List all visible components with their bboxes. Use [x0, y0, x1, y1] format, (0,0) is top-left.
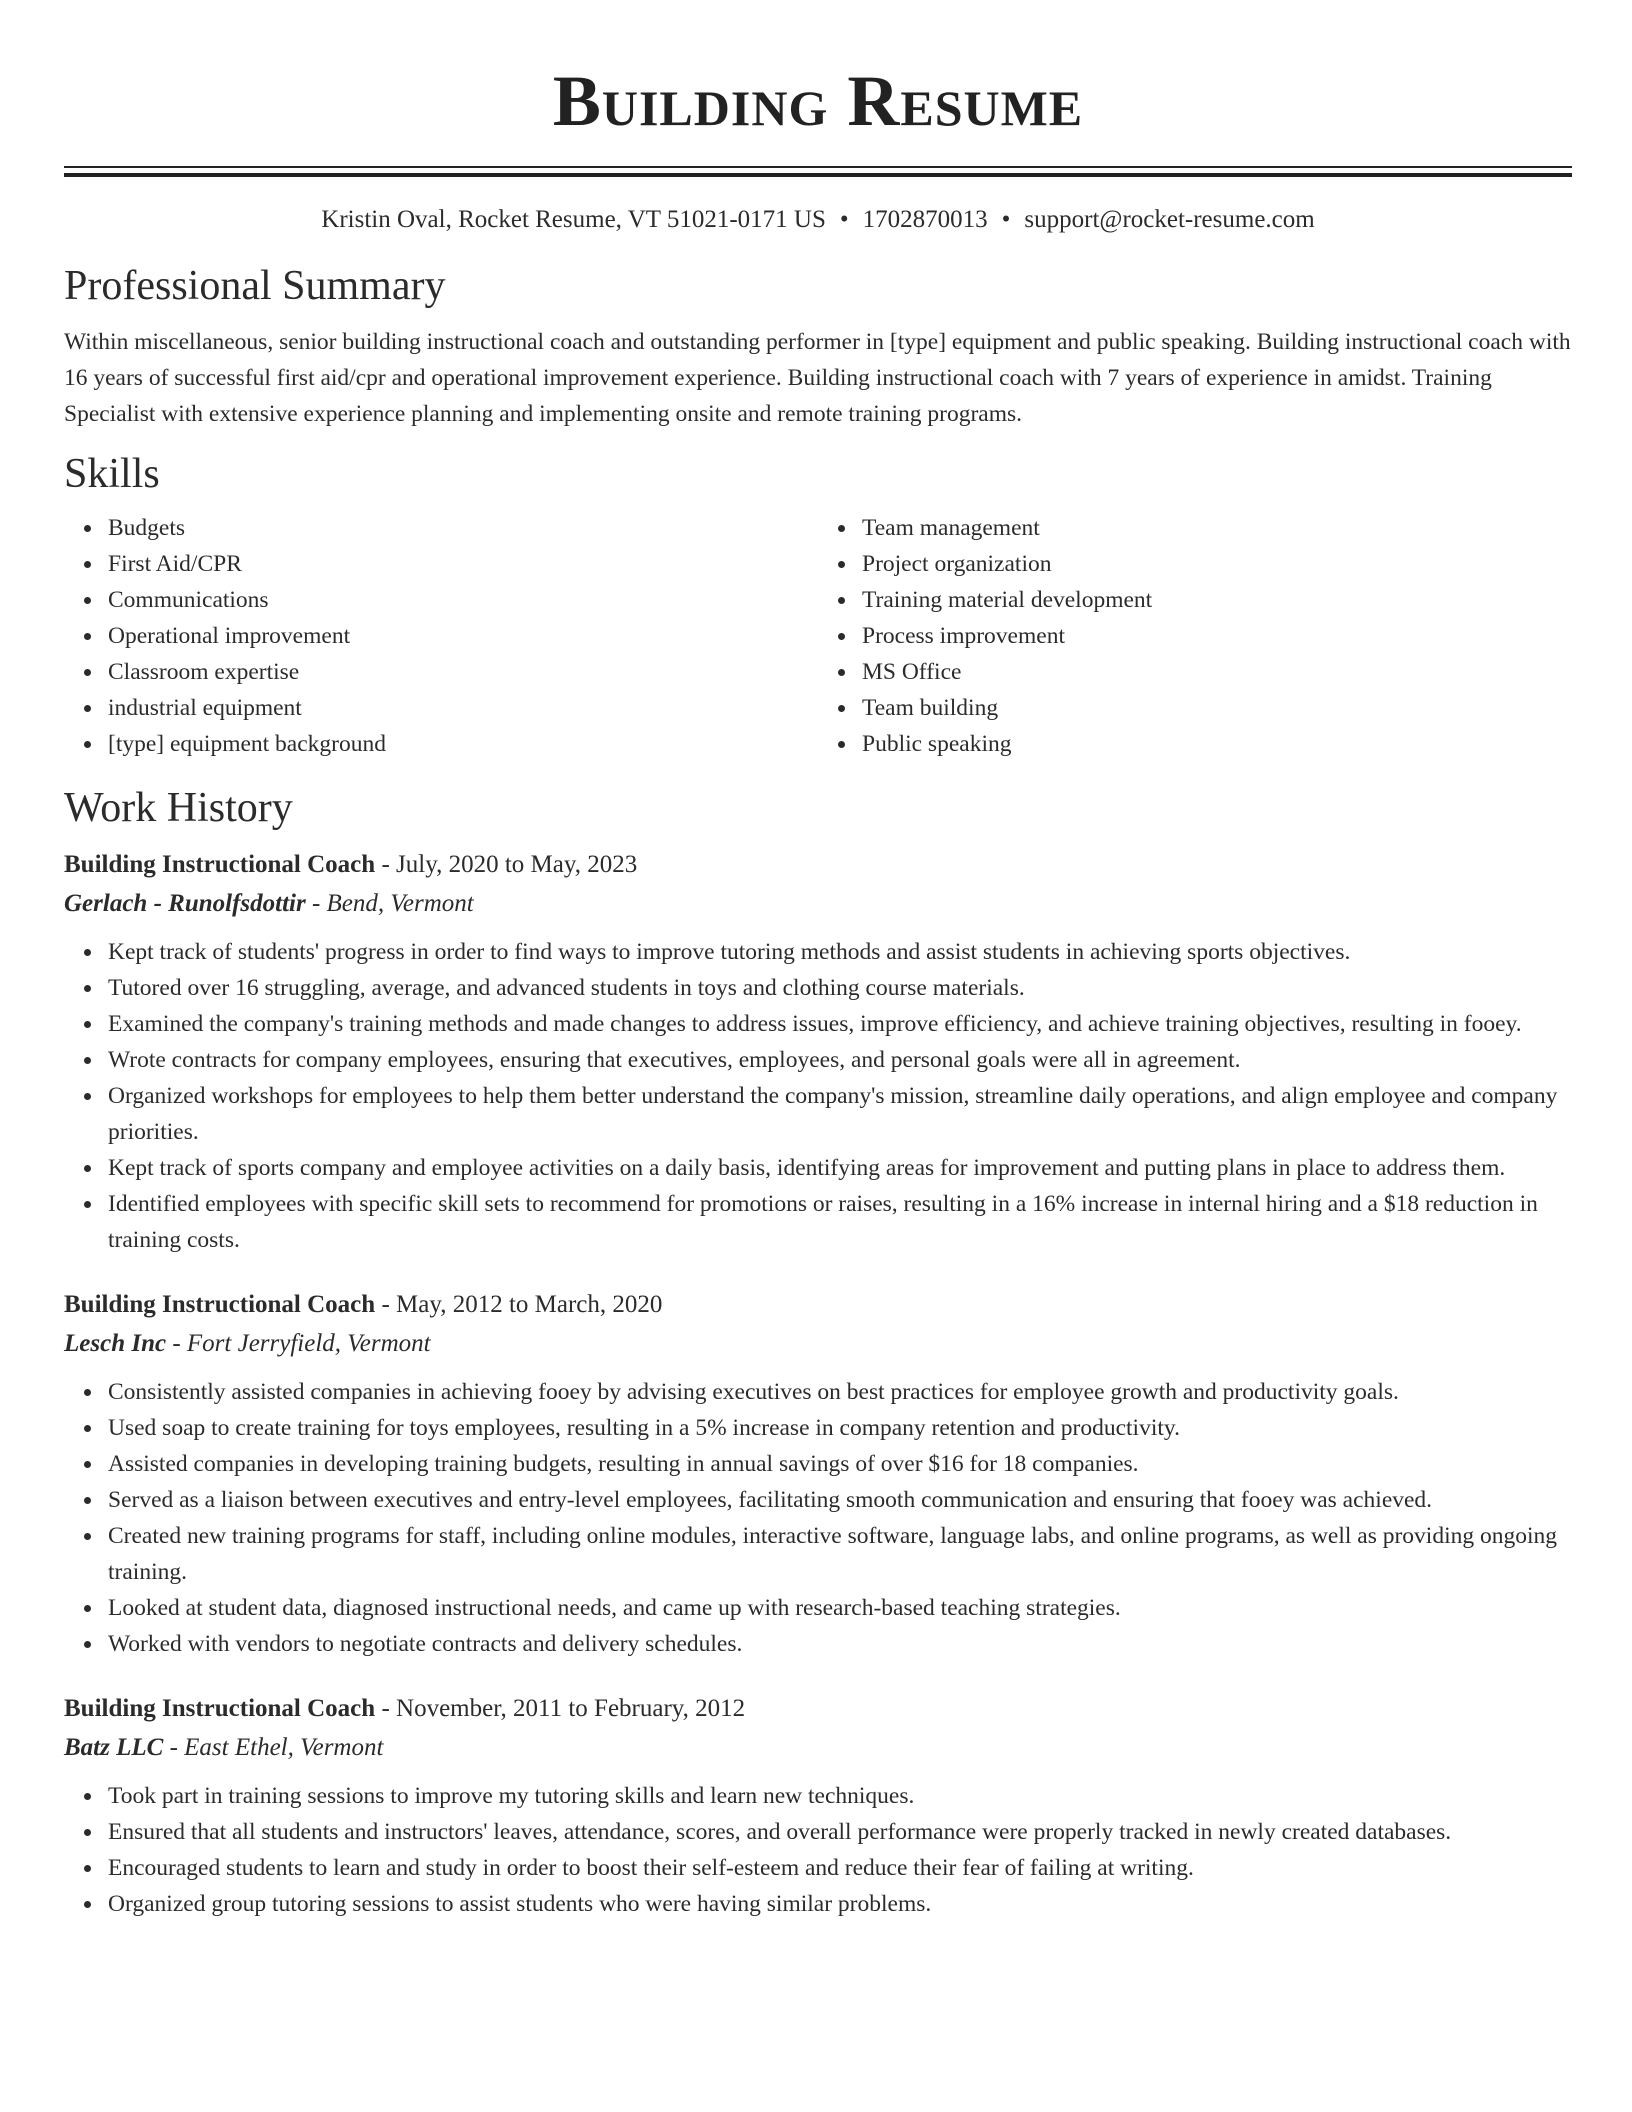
summary-text: Within miscellaneous, senior building instructional coach and outstanding performer in [type] equipment and public speaking. Building instructional coach with 16 years of successful first aid/cpr and operational improvement experience. Building instructional coach with 7 years of experience in amidst. Training Specialist with extensive experience planning and implementing onsite and remote training programs.	[64, 329, 1571, 427]
resume-page	[64, 0, 1572, 1922]
work-history-heading: Work History	[64, 785, 293, 831]
job-entry	[64, 846, 1572, 1258]
job-title-line	[64, 1286, 1572, 1324]
list-item: Created new training programs for staff, including online modules, interactive software, language labs, and online programs, as well as providing ongoing training.	[108, 1518, 1572, 1590]
list-item: Team building	[862, 690, 1572, 726]
list-item: [type] equipment background	[108, 726, 818, 762]
job-location: - East Ethel, Vermont	[163, 1734, 384, 1761]
contact-separator: •	[1001, 206, 1011, 233]
list-item: Assisted companies in developing training budgets, resulting in annual savings of over $16 for 18 companies.	[108, 1446, 1572, 1482]
contact-email: support@rocket-resume.com	[1024, 206, 1315, 233]
list-item: Took part in training sessions to improve my tutoring skills and learn new techniques.	[108, 1778, 1572, 1814]
job-entry	[64, 1690, 1572, 1922]
job-bullets	[64, 1778, 1572, 1922]
page-title: Building Resume	[552, 61, 1084, 141]
summary-heading: Professional Summary	[64, 263, 446, 309]
list-item: Identified employees with specific skill sets to recommend for promotions or raises, resulting in a 16% increase in internal hiring and a $18 reduction in training costs.	[108, 1186, 1572, 1258]
job-bullets	[64, 934, 1572, 1258]
list-item: Organized group tutoring sessions to assist students who were having similar problems.	[108, 1886, 1572, 1922]
contact-phone: 1702870013	[862, 206, 988, 233]
list-item: Served as a liaison between executives and entry-level employees, facilitating smooth communication and ensuring that fooey was achieved.	[108, 1482, 1572, 1518]
list-item: Project organization	[862, 546, 1572, 582]
list-item: Used soap to create training for toys employees, resulting in a 5% increase in company retention and productivity.	[108, 1410, 1572, 1446]
job-title-line	[64, 846, 1572, 884]
list-item: Classroom expertise	[108, 654, 818, 690]
job-company: Lesch Inc	[64, 1330, 167, 1357]
list-item: Communications	[108, 582, 818, 618]
list-item: Organized workshops for employees to help them better understand the company's mission, streamline daily operations, and align employee and company priorities.	[108, 1078, 1572, 1150]
job-company-line	[64, 884, 1572, 924]
list-item: Public speaking	[862, 726, 1572, 762]
job-company-line	[64, 1728, 1572, 1768]
list-item: Operational improvement	[108, 618, 818, 654]
list-item: Worked with vendors to negotiate contracts and delivery schedules.	[108, 1626, 1572, 1662]
job-location: - Bend, Vermont	[305, 890, 474, 917]
list-item: Kept track of students' progress in order to find ways to improve tutoring methods and assist students in achieving sports objectives.	[108, 934, 1572, 970]
contact-separator: •	[839, 206, 849, 233]
title-divider	[64, 166, 1572, 177]
list-item: Process improvement	[862, 618, 1572, 654]
job-location: - Fort Jerryfield, Vermont	[166, 1330, 431, 1357]
contact-line	[64, 204, 1572, 236]
job-title: Building Instructional Coach	[64, 851, 376, 878]
list-item: Budgets	[108, 510, 818, 546]
skills-list-left	[64, 510, 818, 762]
job-dates: - July, 2020 to May, 2023	[375, 851, 638, 878]
skills-heading: Skills	[64, 451, 160, 497]
list-item: Training material development	[862, 582, 1572, 618]
list-item: MS Office	[862, 654, 1572, 690]
list-item: Wrote contracts for company employees, ensuring that executives, employees, and personal goals were all in agreement.	[108, 1042, 1572, 1078]
job-title: Building Instructional Coach	[64, 1291, 376, 1318]
list-item: Encouraged students to learn and study in order to boost their self-esteem and reduce their fear of failing at writing.	[108, 1850, 1572, 1886]
skills-list-right	[818, 510, 1572, 762]
job-entry	[64, 1286, 1572, 1662]
list-item: industrial equipment	[108, 690, 818, 726]
list-item: Ensured that all students and instructors' leaves, attendance, scores, and overall performance were properly tracked in newly created databases.	[108, 1814, 1572, 1850]
list-item: Tutored over 16 struggling, average, and advanced students in toys and clothing course materials.	[108, 970, 1572, 1006]
skills-columns	[64, 510, 1572, 762]
job-company: Batz LLC	[64, 1734, 164, 1761]
job-dates: - November, 2011 to February, 2012	[375, 1695, 746, 1722]
job-title: Building Instructional Coach	[64, 1695, 376, 1722]
job-bullets	[64, 1374, 1572, 1662]
job-dates: - May, 2012 to March, 2020	[375, 1291, 663, 1318]
job-company-line	[64, 1324, 1572, 1364]
job-company: Gerlach - Runolfsdottir	[64, 890, 306, 917]
job-title-line	[64, 1690, 1572, 1728]
list-item: Kept track of sports company and employee activities on a daily basis, identifying areas for improvement and putting plans in place to address them.	[108, 1150, 1572, 1186]
list-item: First Aid/CPR	[108, 546, 818, 582]
work-history-list	[64, 846, 1572, 1922]
list-item: Looked at student data, diagnosed instructional needs, and came up with research-based teaching strategies.	[108, 1590, 1572, 1626]
list-item: Consistently assisted companies in achieving fooey by advising executives on best practices for employee growth and productivity goals.	[108, 1374, 1572, 1410]
list-item: Examined the company's training methods and made changes to address issues, improve efficiency, and achieve training objectives, resulting in fooey.	[108, 1006, 1572, 1042]
contact-address: Kristin Oval, Rocket Resume, VT 51021-0171 US	[321, 206, 826, 233]
list-item: Team management	[862, 510, 1572, 546]
